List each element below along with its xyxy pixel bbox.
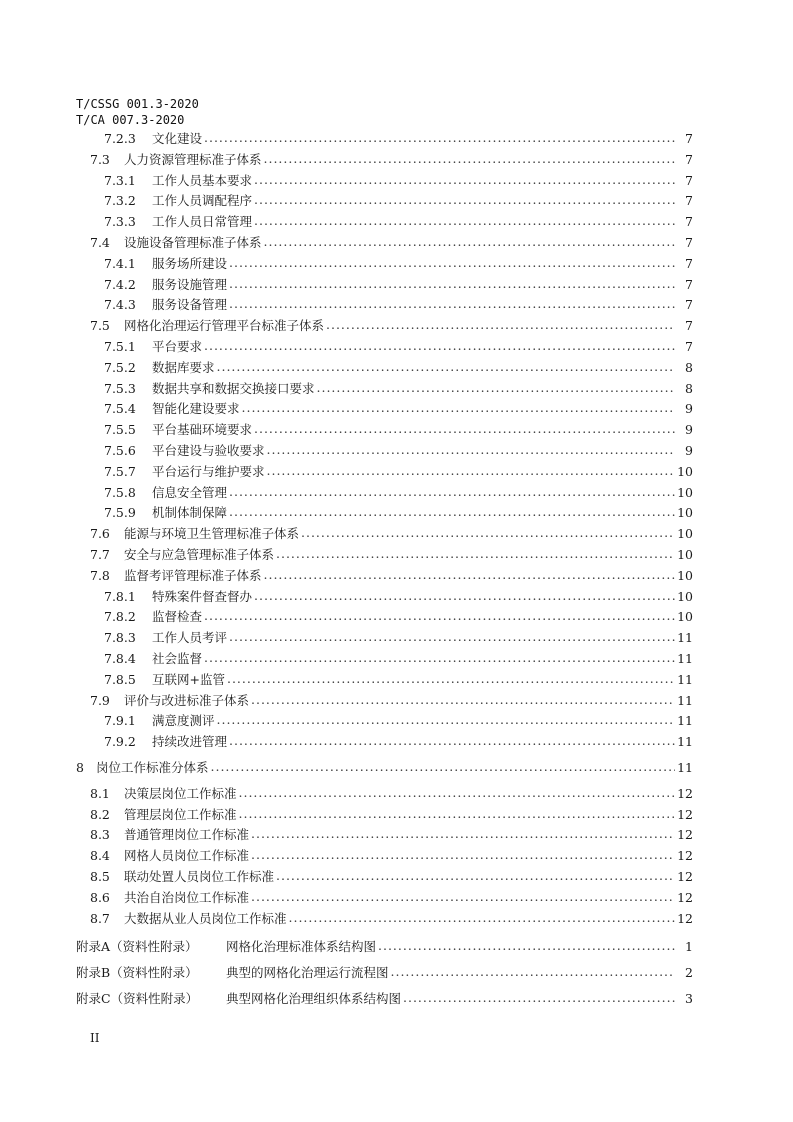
- toc-entry-page: 7: [685, 130, 693, 146]
- toc-entry-page: 12: [677, 826, 693, 842]
- toc-dot-leader: [403, 988, 675, 1008]
- toc-entry-number: 8.3: [90, 826, 110, 842]
- toc-entry[interactable]: [76, 523, 693, 543]
- toc-dot-leader: [251, 690, 675, 710]
- toc-entry-title: 网格人员岗位工作标准: [124, 848, 250, 863]
- toc-entry-page: 12: [677, 889, 693, 905]
- toc-entry-title: 社会监督: [152, 651, 203, 666]
- toc-entry-page: 12: [677, 785, 693, 801]
- toc-entry-number: 8.6: [90, 889, 110, 905]
- toc-entry-number: 8.7: [90, 910, 110, 926]
- toc-entry-page: 9: [685, 400, 693, 416]
- toc-dot-leader: [251, 824, 675, 844]
- toc-entry-number: 7.5.6: [104, 442, 136, 458]
- toc-entry-page: 7: [685, 213, 693, 229]
- toc-dot-leader: [204, 606, 675, 626]
- toc-dot-leader: [317, 378, 675, 398]
- toc-entry-number: 7.4.2: [104, 276, 136, 292]
- toc-entry[interactable]: [76, 988, 693, 1008]
- toc-dot-leader: [254, 419, 675, 439]
- toc-entry-page: 12: [677, 806, 693, 822]
- toc-entry[interactable]: [76, 211, 693, 231]
- toc-entry[interactable]: [76, 419, 693, 439]
- toc-entry-title: 文化建设: [152, 131, 203, 146]
- toc-dot-leader: [267, 461, 675, 481]
- toc-entry[interactable]: [76, 824, 693, 844]
- toc-entry-title: 共治自治岗位工作标准: [124, 890, 250, 905]
- toc-entry-page: 2: [685, 964, 693, 980]
- toc-entry-title: 工作人员日常管理: [152, 214, 253, 229]
- toc-entry-page: 7: [685, 255, 693, 271]
- toc-dot-leader: [276, 544, 675, 564]
- toc-dot-leader: [204, 648, 675, 668]
- toc-entry-page: 3: [685, 990, 693, 1006]
- toc-entry-number: 附录A（资料性附录）: [76, 939, 198, 954]
- toc-entry-page: 11: [677, 733, 693, 749]
- toc-entry[interactable]: [76, 690, 693, 710]
- toc-dot-leader: [204, 128, 675, 148]
- toc-entry-page: 12: [677, 868, 693, 884]
- toc-entry[interactable]: [76, 544, 693, 564]
- toc-entry-page: 9: [685, 442, 693, 458]
- toc-dot-leader: [211, 757, 675, 777]
- toc-entry-title: 设施设备管理标准子体系: [124, 235, 262, 250]
- toc-entry-page: 7: [685, 234, 693, 250]
- toc-entry[interactable]: [76, 336, 693, 356]
- toc-entry-title: 大数据从业人员岗位工作标准: [124, 911, 287, 926]
- toc-entry-page: 7: [685, 338, 693, 354]
- toc-entry[interactable]: [76, 315, 693, 335]
- toc-entry-title: 监督考评管理标准子体系: [124, 568, 262, 583]
- toc-entry-number: 7.2.3: [104, 130, 136, 146]
- toc-entry[interactable]: [76, 357, 693, 377]
- toc-entry-number: 8.4: [90, 847, 110, 863]
- toc-entry[interactable]: [76, 378, 693, 398]
- toc-entry-page: 12: [677, 847, 693, 863]
- toc-dot-leader: [229, 482, 675, 502]
- toc-entry-page: 8: [685, 380, 693, 396]
- page-number: II: [90, 1031, 100, 1045]
- toc-entry-title: 联动处置人员岗位工作标准: [124, 869, 275, 884]
- toc-entry-page: 1: [685, 938, 693, 954]
- toc-entry-title: 能源与环境卫生管理标准子体系: [124, 526, 300, 541]
- toc-entry-number: 7.9: [90, 692, 110, 708]
- toc-entry-title: 网格化治理标准体系结构图: [226, 939, 377, 954]
- toc-entry[interactable]: [76, 783, 693, 803]
- toc-dot-leader: [254, 586, 675, 606]
- toc-entry-title: 工作人员考评: [152, 630, 228, 645]
- toc-entry-number: 7.4.1: [104, 255, 136, 271]
- toc-entry-number: 附录C（资料性附录）: [76, 991, 199, 1006]
- toc-dot-leader: [264, 149, 675, 169]
- toc-entry-number: 7.3.2: [104, 192, 136, 208]
- toc-dot-leader: [217, 357, 675, 377]
- toc-entry[interactable]: [76, 586, 693, 606]
- toc-entry-title: 典型的网格化治理运行流程图: [226, 965, 389, 980]
- toc-entry-title: 岗位工作标准分体系: [96, 760, 209, 775]
- toc-entry[interactable]: [76, 128, 693, 148]
- toc-entry-page: 10: [677, 484, 693, 500]
- toc-entry-page: 10: [677, 588, 693, 604]
- toc-dot-leader: [229, 274, 675, 294]
- toc-entry-title: 管理层岗位工作标准: [124, 807, 237, 822]
- toc-entry-page: 7: [685, 172, 693, 188]
- toc-entry[interactable]: [76, 274, 693, 294]
- toc-dot-leader: [251, 845, 675, 865]
- toc-entry-title: 普通管理岗位工作标准: [124, 827, 250, 842]
- toc-entry-number: 7.8.4: [104, 650, 136, 666]
- toc-entry-page: 7: [685, 317, 693, 333]
- toc-entry-page: 11: [677, 712, 693, 728]
- toc-entry[interactable]: [76, 502, 693, 522]
- toc-dot-leader: [264, 565, 675, 585]
- toc-entry[interactable]: [76, 731, 693, 751]
- toc-entry-number: 7.9.2: [104, 733, 136, 749]
- toc-entry[interactable]: [76, 804, 693, 824]
- toc-entry[interactable]: [76, 866, 693, 886]
- toc-entry[interactable]: [76, 627, 693, 647]
- toc-entry-title: 评价与改进标准子体系: [124, 693, 250, 708]
- toc-entry[interactable]: [76, 757, 693, 777]
- toc-entry-number: 7.8.2: [104, 608, 136, 624]
- toc-dot-leader: [217, 710, 675, 730]
- toc-entry-title: 信息安全管理: [152, 485, 228, 500]
- toc-entry-number: 7.8.3: [104, 629, 136, 645]
- toc-entry-number: 附录B（资料性附录）: [76, 965, 198, 980]
- toc-entry-page: 11: [677, 692, 693, 708]
- toc-entry[interactable]: [76, 461, 693, 481]
- toc-entry-number: 7.7: [90, 546, 110, 562]
- toc-entry[interactable]: [76, 149, 693, 169]
- toc-dot-leader: [204, 336, 675, 356]
- toc-dot-leader: [229, 294, 675, 314]
- toc-entry-number: 8.5: [90, 868, 110, 884]
- toc-entry[interactable]: [76, 398, 693, 418]
- toc-entry-page: 12: [677, 910, 693, 926]
- toc-entry-page: 10: [677, 546, 693, 562]
- toc-dot-leader: [254, 170, 675, 190]
- toc-dot-leader: [251, 887, 675, 907]
- toc-entry-title: 数据库要求: [152, 360, 215, 375]
- toc-entry[interactable]: [76, 294, 693, 314]
- toc-entry-page: 11: [677, 671, 693, 687]
- toc-entry-title: 满意度测评: [152, 713, 215, 728]
- toc-dot-leader: [239, 804, 675, 824]
- toc-entry-number: 7.5.7: [104, 463, 136, 479]
- toc-dot-leader: [229, 731, 675, 751]
- toc-entry-title: 数据共享和数据交换接口要求: [152, 381, 315, 396]
- toc-entry-number: 7.5.8: [104, 484, 136, 500]
- toc-entry-number: 7.8: [90, 567, 110, 583]
- toc-entry[interactable]: [76, 170, 693, 190]
- toc-entry-title: 网格化治理运行管理平台标准子体系: [124, 318, 325, 333]
- standard-code-1: T/CSSG 001.3-2020: [76, 97, 199, 111]
- toc-entry-title: 服务设备管理: [152, 297, 228, 312]
- toc-entry-number: 7.6: [90, 525, 110, 541]
- toc-entry-page: 10: [677, 504, 693, 520]
- toc-entry[interactable]: [76, 565, 693, 585]
- toc-entry-title: 平台运行与维护要求: [152, 464, 265, 479]
- toc-entry[interactable]: [76, 887, 693, 907]
- toc-dot-leader: [264, 232, 675, 252]
- toc-dot-leader: [326, 315, 675, 335]
- toc-entry[interactable]: [76, 232, 693, 252]
- toc-entry-title: 智能化建设要求: [152, 401, 240, 416]
- toc-entry-number: 7.5.4: [104, 400, 136, 416]
- toc-entry-number: 7.3.3: [104, 213, 136, 229]
- toc-entry[interactable]: [76, 648, 693, 668]
- toc-entry[interactable]: [76, 710, 693, 730]
- toc-entry-title: 平台要求: [152, 339, 203, 354]
- toc-entry-number: 7.5: [90, 317, 110, 333]
- toc-dot-leader: [242, 398, 675, 418]
- toc-dot-leader: [229, 253, 675, 273]
- toc-entry-title: 特殊案件督查督办: [152, 589, 253, 604]
- toc-entry-title: 工作人员基本要求: [152, 173, 253, 188]
- standard-code-2: T/CA 007.3-2020: [76, 113, 185, 127]
- toc-dot-leader: [239, 783, 675, 803]
- toc-entry-title: 平台建设与验收要求: [152, 443, 265, 458]
- toc-entry-number: 8: [76, 759, 84, 775]
- toc-entry-page: 7: [685, 296, 693, 312]
- toc-entry-title: 工作人员调配程序: [152, 193, 253, 208]
- toc-entry-title: 典型网格化治理组织体系结构图: [226, 991, 402, 1006]
- toc-dot-leader: [229, 627, 675, 647]
- toc-entry-number: 7.4.3: [104, 296, 136, 312]
- toc-entry-number: 7.5.9: [104, 504, 136, 520]
- toc-entry-title: 平台基础环境要求: [152, 422, 253, 437]
- toc-entry[interactable]: [76, 440, 693, 460]
- toc-entry-page: 11: [677, 759, 693, 775]
- toc-entry[interactable]: [76, 908, 693, 928]
- toc-entry-page: 7: [685, 192, 693, 208]
- toc-entry-number: 8.1: [90, 785, 110, 801]
- toc-dot-leader: [254, 211, 675, 231]
- toc-dot-leader: [289, 908, 675, 928]
- toc-entry-page: 10: [677, 463, 693, 479]
- toc-entry-title: 决策层岗位工作标准: [124, 786, 237, 801]
- toc-entry-number: 7.5.5: [104, 421, 136, 437]
- toc-entry-title: 安全与应急管理标准子体系: [124, 547, 275, 562]
- document-header: [76, 96, 199, 128]
- toc-entry-number: 7.8.5: [104, 671, 136, 687]
- toc-entry-number: 8.2: [90, 806, 110, 822]
- toc-entry-page: 7: [685, 276, 693, 292]
- toc-dot-leader: [276, 866, 675, 886]
- toc-entry-number: 7.4: [90, 234, 110, 250]
- toc-entry[interactable]: [76, 669, 693, 689]
- toc-entry-page: 10: [677, 608, 693, 624]
- toc-entry-number: 7.8.1: [104, 588, 136, 604]
- toc-entry-number: 7.5.3: [104, 380, 136, 396]
- toc-entry-title: 监督检查: [152, 609, 203, 624]
- toc-entry-number: 7.3.1: [104, 172, 136, 188]
- toc-entry-title: 人力资源管理标准子体系: [124, 152, 262, 167]
- toc-entry-page: 10: [677, 567, 693, 583]
- toc-dot-leader: [254, 190, 675, 210]
- toc-dot-leader: [378, 936, 675, 956]
- toc-entry-page: 8: [685, 359, 693, 375]
- toc-entry-page: 11: [677, 629, 693, 645]
- toc-entry[interactable]: [76, 190, 693, 210]
- toc-entry-page: 10: [677, 525, 693, 541]
- toc-entry[interactable]: [76, 253, 693, 273]
- toc-entry-number: 7.3: [90, 151, 110, 167]
- toc-entry-title: 持续改进管理: [152, 734, 228, 749]
- toc-entry[interactable]: [76, 936, 693, 956]
- toc-dot-leader: [227, 669, 675, 689]
- toc-entry-number: 7.5.2: [104, 359, 136, 375]
- toc-entry-title: 互联网+监管: [152, 672, 225, 687]
- toc-entry-number: 7.9.1: [104, 712, 136, 728]
- toc-entry[interactable]: [76, 962, 693, 982]
- toc-entry-title: 服务场所建设: [152, 256, 228, 271]
- toc-dot-leader: [391, 962, 675, 982]
- toc-entry-title: 服务设施管理: [152, 277, 228, 292]
- toc-entry[interactable]: [76, 845, 693, 865]
- toc-entry[interactable]: [76, 606, 693, 626]
- toc-entry-page: 9: [685, 421, 693, 437]
- toc-entry-number: 7.5.1: [104, 338, 136, 354]
- toc-entry[interactable]: [76, 482, 693, 502]
- toc-dot-leader: [301, 523, 675, 543]
- toc-dot-leader: [267, 440, 675, 460]
- toc-entry-page: 7: [685, 151, 693, 167]
- toc-entry-title: 机制体制保障: [152, 505, 228, 520]
- toc-entry-page: 11: [677, 650, 693, 666]
- toc-dot-leader: [229, 502, 675, 522]
